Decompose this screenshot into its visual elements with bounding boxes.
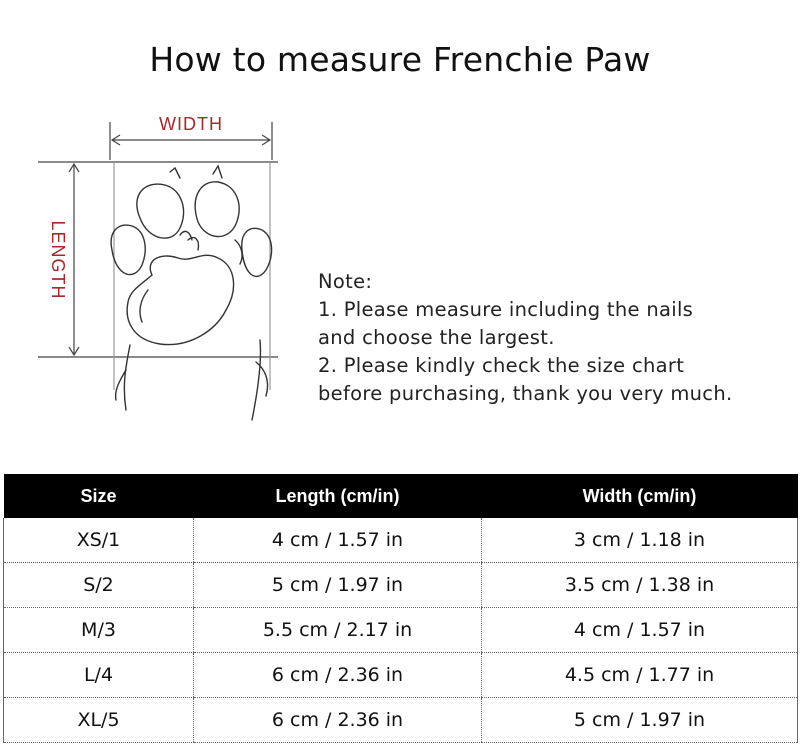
table-row bbox=[4, 563, 798, 608]
size-cell: L/4 bbox=[4, 653, 194, 698]
paw-measurement-illustration bbox=[30, 100, 320, 450]
table-row bbox=[4, 518, 798, 563]
size-cell: XS/1 bbox=[4, 518, 194, 563]
header-length: Length (cm/in) bbox=[194, 474, 482, 518]
page-title: How to measure Frenchie Paw bbox=[149, 40, 651, 79]
width-cell: 4 cm / 1.57 in bbox=[482, 608, 798, 653]
note-line-3: 2. Please kindly check the size chart bbox=[318, 354, 685, 377]
note-line-2: and choose the largest. bbox=[318, 326, 555, 349]
width-cell: 4.5 cm / 1.77 in bbox=[482, 653, 798, 698]
header-width: Width (cm/in) bbox=[482, 474, 798, 518]
size-chart-table bbox=[3, 474, 798, 743]
note-line-4: before purchasing, thank you very much. bbox=[318, 382, 733, 405]
header-size: Size bbox=[4, 474, 194, 518]
table-row bbox=[4, 653, 798, 698]
length-cell: 5 cm / 1.97 in bbox=[194, 563, 482, 608]
width-label: WIDTH bbox=[159, 114, 223, 134]
paw-drawing bbox=[111, 166, 271, 420]
length-cell: 6 cm / 2.36 in bbox=[194, 653, 482, 698]
table-header-row bbox=[4, 474, 798, 518]
length-cell: 4 cm / 1.57 in bbox=[194, 518, 482, 563]
size-cell: XL/5 bbox=[4, 698, 194, 743]
note-heading: Note: bbox=[318, 270, 373, 293]
size-cell: S/2 bbox=[4, 563, 194, 608]
table-row bbox=[4, 608, 798, 653]
length-label: LENGTH bbox=[48, 220, 68, 300]
width-cell: 5 cm / 1.97 in bbox=[482, 698, 798, 743]
table-row bbox=[4, 698, 798, 743]
note-line-1: 1. Please measure including the nails bbox=[318, 298, 694, 321]
length-cell: 6 cm / 2.36 in bbox=[194, 698, 482, 743]
length-cell: 5.5 cm / 2.17 in bbox=[194, 608, 482, 653]
width-cell: 3 cm / 1.18 in bbox=[482, 518, 798, 563]
note-block bbox=[318, 268, 732, 408]
width-cell: 3.5 cm / 1.38 in bbox=[482, 563, 798, 608]
size-cell: M/3 bbox=[4, 608, 194, 653]
